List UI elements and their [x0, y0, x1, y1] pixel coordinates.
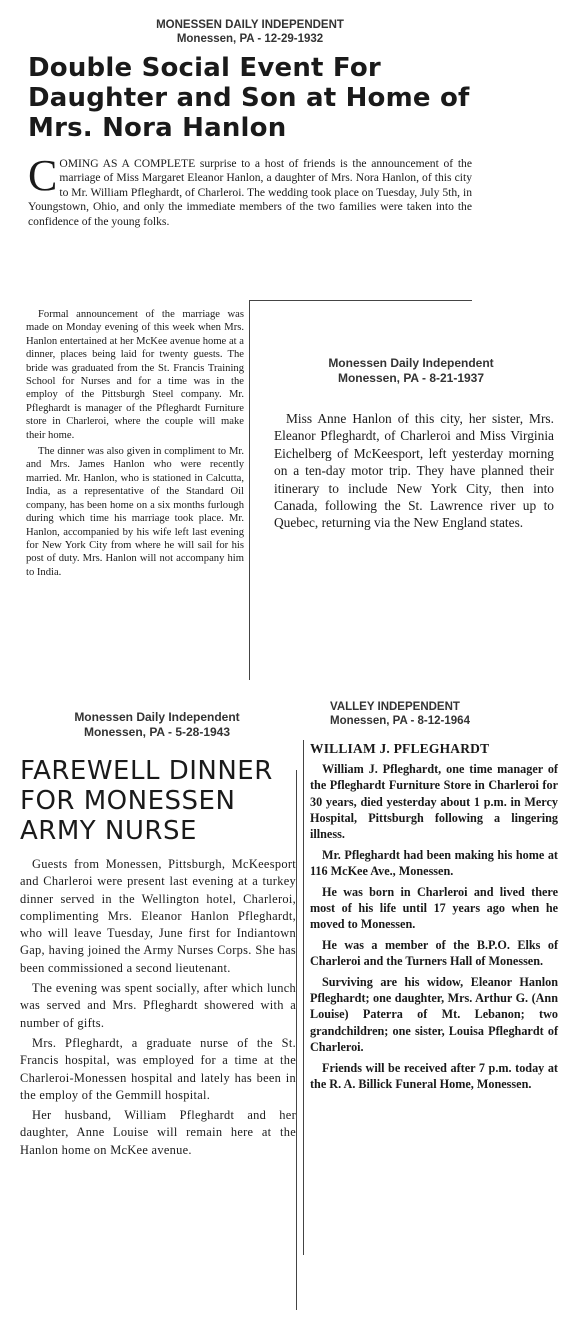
paragraph: He was born in Charleroi and lived there most of his life until 17 years ago when he moved to Monessen. [310, 884, 558, 932]
drop-cap: C [28, 150, 58, 200]
headline: WILLIAM J. PFLEGHARDT [310, 740, 490, 756]
paragraph: Surviving are his widow, Eleanor Hanlon Pfleghardt; one daughter, Mrs. Arthur G. (Ann Louise) Paterra of Mt. Lebanon; two grandchildren; one sister, Louisa Pfleghardt of Charleroi. [310, 974, 558, 1055]
paragraph: Formal announcement of the marriage was made on Monday evening of this week when Mrs. Hanlon entertained at her McKee avenue home at a dinner, places being laid for twenty guests. The bride was graduated from the St. Francis Training School for Nurses and for a time was in the employ of the Pittsburgh Steel company. Mr. Pfleghardt is manager of the Pfleghardt Furniture store in Charleroi, where the couple will make their home. [26, 309, 244, 441]
lead-paragraph: OMING AS A COMPLETE surprise to a host of friends is the announcement of the marriage of Miss Margaret Eleanor Hanlon, a daughter of Mrs. Nora Hanlon, of this city to Mr. William Pfleghardt, of Charleroi. The wedding took place on Tuesday, July 5th, in Youngstown, Ohio, and only the immediate members of the two families were taken into the confidence of the young folks. [28, 156, 472, 228]
paragraph: Her husband, William Pfleghardt and her daughter, Anne Louise will remain here at the Hanlon home on McKee avenue. [20, 1108, 296, 1157]
publication-name: Monessen Daily Independent [74, 710, 240, 724]
column-rule [249, 300, 250, 680]
paragraph: The dinner was also given in compliment to Mr. and Mrs. James Hanlon who were recently married. Mr. Hanlon, who is stationed in Calcutta, India, as a representative of the Standard Oil company, has been home on a six months furlough during which time his marriage took place. Mr. Hanlon, accompanied by his wife left last evening for New York City from where he will sail for his post of duty. Mrs. Hanlon will not accompany him to India. [26, 446, 244, 578]
clipping-header [330, 700, 562, 729]
divider [250, 300, 472, 301]
paragraph: William J. Pfleghardt, one time manager of the Pfleghardt Furniture Store in Charleroi for 30 years, died yesterday about 1 p.m. in Mercy Hospital, Pittsburgh following a lingering illness. [310, 761, 558, 842]
clipping-header [100, 18, 400, 47]
clipping-1932 [22, 14, 478, 684]
paragraph: Mr. Pfleghardt had been making his home at 116 McKee Ave., Monessen. [310, 847, 558, 879]
headline-line: ARMY NURSE [20, 816, 197, 846]
location-date: Monessen, PA - 8-21-1937 [337, 371, 485, 385]
headline [20, 756, 300, 846]
location-date: Monessen, PA - 8-12-1964 [330, 715, 470, 728]
column-rule [303, 740, 304, 1255]
paragraph: He was a member of the B.P.O. Elks of Charleroi and the Turners Hall of Monessen. [310, 937, 558, 969]
publication-name: VALLEY INDEPENDENT [330, 701, 460, 713]
headline-line: FAREWELL DINNER [20, 756, 273, 786]
publication-name: MONESSEN DAILY INDEPENDENT [156, 19, 344, 31]
headline-line: FOR MONESSEN [20, 786, 236, 816]
clipping-1943 [14, 710, 300, 1310]
location-date: Monessen, PA - 12-29-1932 [176, 33, 324, 46]
clipping-1964 [300, 700, 562, 1260]
publication-name: Monessen Daily Independent [328, 356, 494, 370]
clipping-header [14, 710, 300, 740]
paragraph: Guests from Monessen, Pittsburgh, McKeesport and Charleroi were present last evening at a turkey dinner served in the Wellington hotel, Charleroi, complimenting Mrs. Eleanor Hanlon Pfleghardt, who will leave Tuesday, June first for Indiantown Gap, having joined the Army Nurses Corps. She has been commissioned a second lieutenant. [20, 857, 296, 975]
clipping-1937 [262, 352, 560, 582]
paragraph: The evening was spent socially, after which lunch was served and Mrs. Pfleghardt showered with a number of gifts. [20, 981, 296, 1030]
article-text: Miss Anne Hanlon of this city, her sister, Mrs. Eleanor Pfleghardt, of Charleroi and Miss Virginia Eichelberg of McKeesport, left yesterday morning on a ten-day motor trip. They have planned their itinerary to include New York City, then into Canada, following the St. Lawrence river up to Quebec, returning via the New England states. [274, 411, 554, 531]
clipping-header [262, 356, 560, 386]
location-date: Monessen, PA - 5-28-1943 [83, 725, 231, 739]
paragraph: Mrs. Pfleghardt, a graduate nurse of the St. Francis hospital, was employed for a time at the Charleroi-Monessen hospital and lately has been in the employ of the Gemmill hospital. [20, 1035, 296, 1102]
paragraph: Friends will be received after 7 p.m. today at the R. A. Billick Funeral Home, Monessen. [310, 1060, 558, 1092]
headline: Double Social Event For Daughter and Son at Home of Mrs. Nora Hanlon [28, 52, 470, 143]
column-rule [296, 770, 297, 1310]
